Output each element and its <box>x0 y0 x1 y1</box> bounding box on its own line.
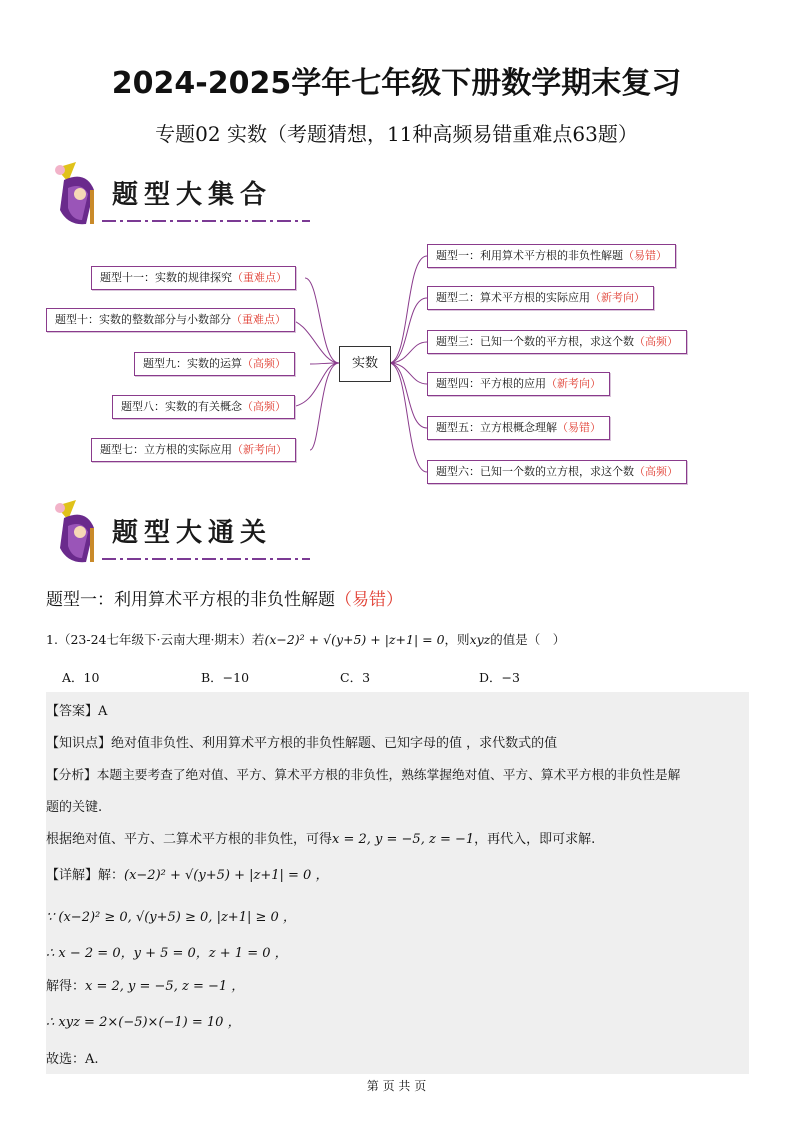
option-b[interactable]: B．−10 <box>201 670 250 685</box>
section-heading <box>46 585 403 610</box>
topic-label: 题型五：立方根概念理解 <box>436 421 557 434</box>
section-heading-tag: （易错） <box>335 590 403 610</box>
question-source: （23-24七年级下·云南大理·期末） <box>57 632 252 647</box>
question-number: 1. <box>46 632 58 647</box>
topic-tag: （新考向） <box>546 377 601 390</box>
step-math: x = 2, y = −5, z = −1 ， <box>85 979 245 994</box>
page-title: 2024-2025学年七年级下册数学期末复习 <box>111 66 682 101</box>
topic-label: 题型二：算术平方根的实际应用 <box>436 291 590 304</box>
step-label: 解得： <box>46 979 86 994</box>
topic-tag: （新考向） <box>232 443 287 456</box>
topic-tag: （重难点） <box>231 313 286 326</box>
knowledge-line: 【知识点】绝对值非负性、利用算术平方根的非负性解题、已知字母的值 ，求代数式的值 <box>46 736 558 751</box>
question-stem <box>46 630 565 648</box>
banner-decoration <box>102 556 310 562</box>
topic-tag: （高频） <box>634 335 678 348</box>
banner-title: 题型大通关 <box>112 518 273 548</box>
mindmap-topic-11 <box>91 266 296 290</box>
option-a[interactable]: A．10 <box>62 670 100 685</box>
option-d[interactable]: D．−3 <box>479 670 520 685</box>
analysis-line-3 <box>46 828 595 847</box>
banner-title: 题型大集合 <box>112 180 273 210</box>
mindmap-topic-9 <box>134 352 295 376</box>
step-4: ∴ xyz = 2×(−5)×(−1) = 10 ， <box>46 1015 241 1030</box>
mindmap-topic-3 <box>427 330 687 354</box>
mindmap-topic-2 <box>427 286 654 310</box>
topic-tag: （重难点） <box>232 271 287 284</box>
page-footer: 第 页 共 页 <box>366 1079 427 1093</box>
mindmap-topic-5 <box>427 416 610 440</box>
topic-label: 题型十：实数的整数部分与小数部分 <box>55 313 231 326</box>
wizard-mascot-icon <box>46 498 108 566</box>
question-text: ，则 <box>444 632 470 647</box>
topic-label: 题型八：实数的有关概念 <box>121 400 242 413</box>
topic-tag: （易错） <box>557 421 601 434</box>
question-expression: (x−2)² + √(y+5) + |z+1| = 0 <box>264 632 445 647</box>
choice-line: 故选：A. <box>46 1052 99 1067</box>
section-heading-text: 题型一：利用算术平方根的非负性解题 <box>46 590 335 610</box>
topic-tag: （易错） <box>623 249 667 262</box>
topic-label: 题型一：利用算术平方根的非负性解题 <box>436 249 623 262</box>
topic-tag: （高频） <box>242 400 286 413</box>
topic-tag: （高频） <box>634 465 678 478</box>
mindmap-topic-10 <box>46 308 295 332</box>
mindmap-topic-4 <box>427 372 610 396</box>
question-target: xyz <box>469 632 491 647</box>
detail-math: (x−2)² + √(y+5) + |z+1| = 0 ， <box>124 868 329 883</box>
question-text: 若 <box>251 632 265 647</box>
step-3 <box>46 975 244 994</box>
step-2: ∴ x − 2 = 0，y + 5 = 0，z + 1 = 0 ， <box>46 946 288 961</box>
detail-label: 【详解】解： <box>46 868 125 883</box>
question-text: 的值是（ ） <box>490 632 566 647</box>
step-1: ∵ (x−2)² ≥ 0, √(y+5) ≥ 0, |z+1| ≥ 0 ， <box>46 910 296 925</box>
analysis-math: x = 2, y = −5, z = −1 <box>332 832 475 847</box>
topic-tag: （新考向） <box>590 291 645 304</box>
analysis-line-2: 题的关键. <box>46 800 103 815</box>
topic-label: 题型九：实数的运算 <box>143 357 242 370</box>
answer-line: 【答案】A <box>46 704 108 719</box>
analysis-text: 根据绝对值、平方、二算术平方根的非负性，可得 <box>46 832 333 847</box>
page-subtitle: 专题02 实数（考题猜想，11种高频易错重难点63题） <box>155 122 638 146</box>
detail-line <box>46 864 328 883</box>
topic-label: 题型四：平方根的应用 <box>436 377 546 390</box>
banner-pass <box>46 498 276 570</box>
analysis-text: ，再代入，即可求解. <box>474 832 596 847</box>
mindmap-topic-7 <box>91 438 296 462</box>
topic-tag: （高频） <box>242 357 286 370</box>
mindmap-topic-8 <box>112 395 295 419</box>
topic-label: 题型三：已知一个数的平方根，求这个数 <box>436 335 634 348</box>
topic-label: 题型七：立方根的实际应用 <box>100 443 232 456</box>
topic-label: 题型十一：实数的规律探究 <box>100 271 232 284</box>
option-c[interactable]: C．3 <box>340 670 371 685</box>
topic-label: 题型六：已知一个数的立方根，求这个数 <box>436 465 634 478</box>
mindmap-topic-6 <box>427 460 687 484</box>
mindmap-center: 实数 <box>339 346 391 382</box>
mindmap-topic-1 <box>427 244 676 268</box>
analysis-line-1: 【分析】本题主要考查了绝对值、平方、算术平方根的非负性，熟练掌握绝对值、平方、算术平方根的非负性是解 <box>46 767 681 782</box>
